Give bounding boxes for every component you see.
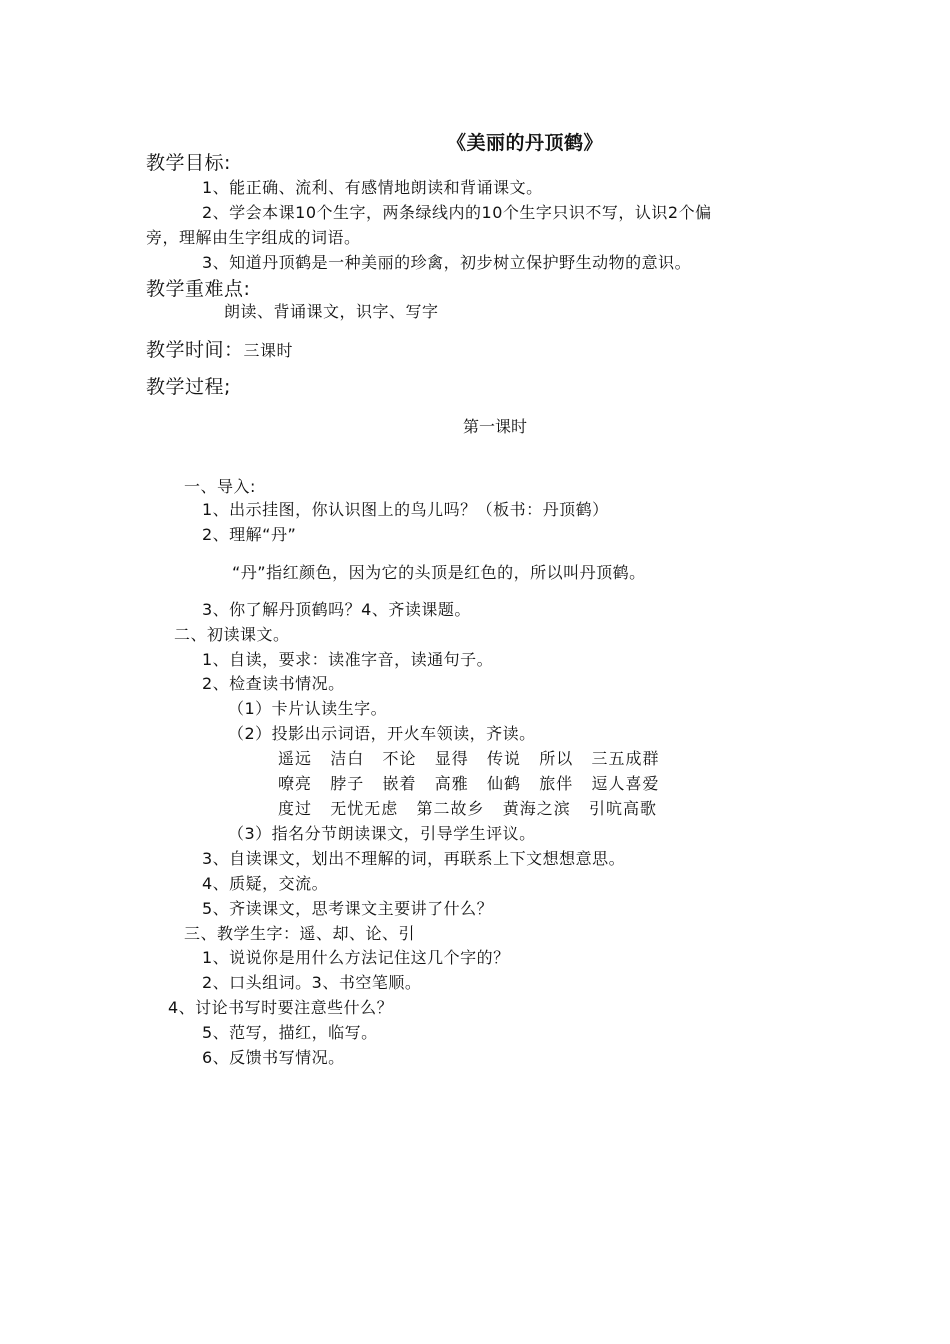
key-points-text: 朗读、背诵课文，识字、写字	[224, 302, 439, 321]
section3-heading: 三、教学生字：遥、却、论、引	[184, 924, 416, 943]
section2-item: 2、检查读书情况。	[202, 674, 345, 693]
section3-item: 1、说说你是用什么方法记住这几个字的？	[202, 948, 510, 967]
vocab-row: 度过 无忧无虑 第二故乡 黄海之滨 引吭高歌	[278, 799, 658, 818]
document-title: 《美丽的丹顶鹤》	[446, 132, 603, 154]
section3-item: 2、口头组词。3、书空笔顺。	[202, 973, 422, 992]
process-heading: 教学过程;	[146, 376, 231, 398]
goal-item: 3、知道丹顶鹤是一种美丽的珍禽，初步树立保护野生动物的意识。	[202, 253, 692, 272]
section2-item: 1、自读，要求：读准字音，读通句子。	[202, 650, 494, 669]
vocab-row: 遥远 洁白 不论 显得 传说 所以 三五成群	[278, 749, 660, 768]
goals-heading: 教学目标:	[146, 152, 231, 174]
section1-item: 1、出示挂图，你认识图上的鸟儿吗？（板书：丹顶鹤）	[202, 500, 609, 519]
section2-subitem: （3）指名分节朗读课文，引导学生评议。	[228, 824, 536, 843]
section1-item: 2、理解“丹”	[202, 525, 297, 544]
time-line	[146, 338, 293, 363]
section1-heading: 一、导入:	[184, 477, 256, 496]
section2-item: 5、齐读课文，思考课文主要讲了什么？	[202, 899, 494, 918]
section2-subitem: （1）卡片认读生字。	[228, 699, 388, 718]
section2-item: 3、自读课文，划出不理解的词，再联系上下文想想意思。	[202, 849, 626, 868]
goal-item-continuation: 旁，理解由生字组成的词语。	[146, 228, 361, 247]
section3-item: 6、反馈书写情况。	[202, 1048, 345, 1067]
section3-item: 4、讨论书写时要注意些什么？	[168, 998, 394, 1017]
section1-explanation: “丹”指红颜色，因为它的头顶是红色的，所以叫丹顶鹤。	[232, 563, 646, 582]
time-value: 三课时	[243, 341, 294, 360]
goal-item: 2、学会本课10个生字，两条绿线内的10个生字只识不写，认识2个偏	[202, 203, 712, 222]
section2-heading: 二、初读课文。	[174, 625, 290, 644]
section2-subitem: （2）投影出示词语，开火车领读，齐读。	[228, 724, 536, 743]
key-points-heading: 教学重难点:	[146, 278, 251, 300]
lesson-title: 第一课时	[462, 417, 527, 436]
section3-item: 5、范写，描红，临写。	[202, 1023, 378, 1042]
goal-item: 1、能正确、流利、有感情地朗读和背诵课文。	[202, 178, 543, 197]
section1-item: 3、你了解丹顶鹤吗？4、齐读课题。	[202, 600, 471, 619]
section2-item: 4、质疑，交流。	[202, 874, 329, 893]
vocab-row: 嘹亮 脖子 嵌着 高雅 仙鹤 旅伴 逗人喜爱	[278, 774, 660, 793]
time-heading: 教学时间：	[146, 339, 244, 361]
